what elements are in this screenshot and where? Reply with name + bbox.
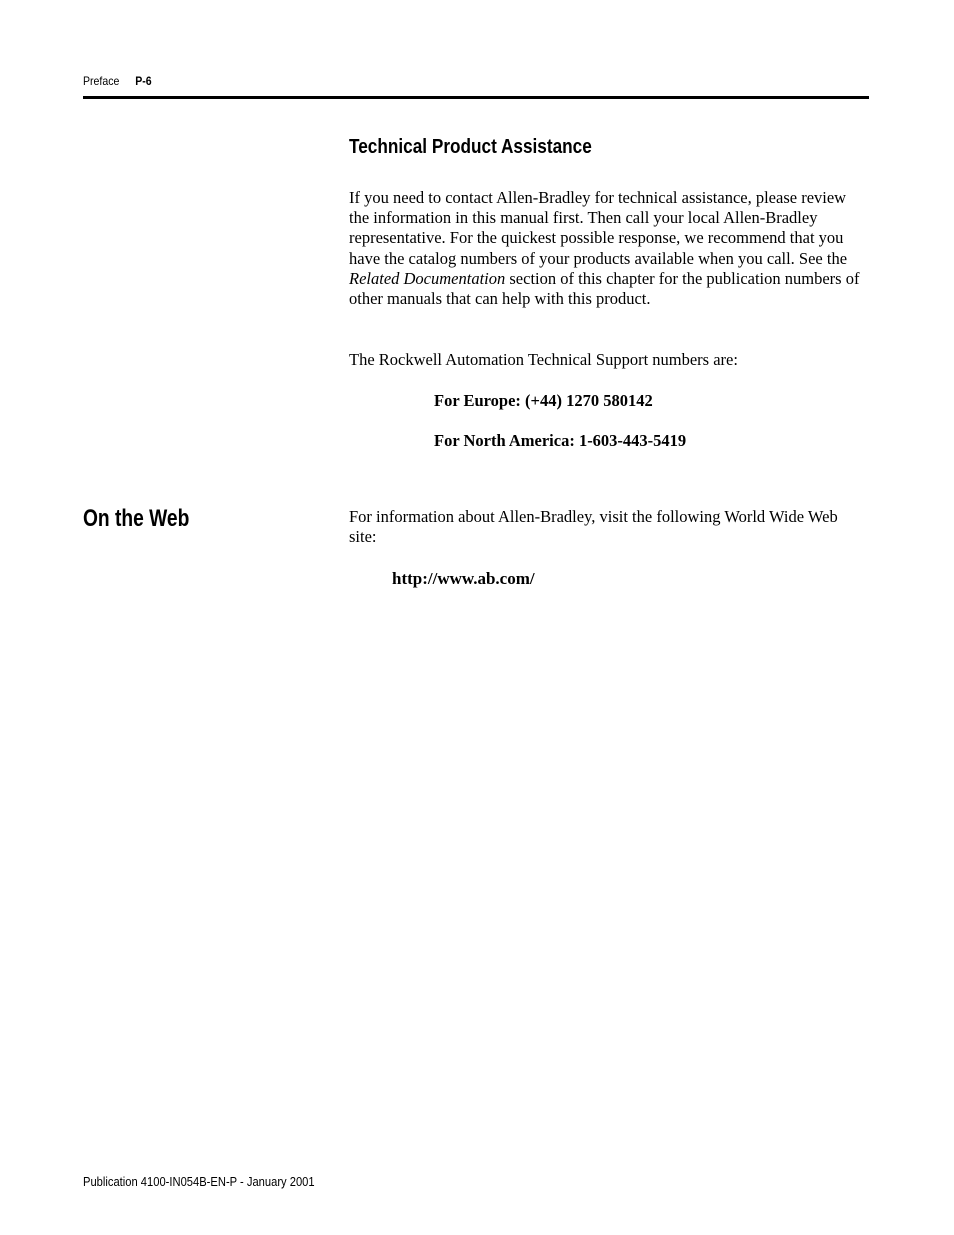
paragraph-text-start: If you need to contact Allen-Bradley for technical assistance, please review the information in this manual first. Then call your local Allen-Bradley representative. For the quickest possible response, we recommend that you have the catalog numbers of your products available when you call. See the: [349, 188, 848, 268]
phone-north-america: For North America: 1-603-443-5419: [434, 431, 687, 450]
paragraph-text-end: section of this chapter for the publication numbers of other manuals that can help with this product.: [349, 268, 860, 309]
header-section-label: Preface: [83, 74, 120, 88]
header-rule: [83, 96, 869, 99]
section-title-technical-assistance: Technical Product Assistance: [349, 136, 592, 158]
related-documentation-reference: Related Documentation: [349, 268, 506, 288]
web-site-link[interactable]: http://www.ab.com/: [392, 569, 535, 588]
header-page-number: P-6: [135, 74, 152, 88]
section-heading-on-the-web: On the Web: [83, 505, 190, 532]
web-info-paragraph: For information about Allen-Bradley, visit the following World Wide Web site:: [349, 507, 838, 547]
phone-europe: For Europe: (+44) 1270 580142: [434, 391, 653, 410]
support-numbers-intro: The Rockwell Automation Technical Support numbers are:: [349, 350, 738, 369]
publication-footer: Publication 4100-IN054B-EN-P - January 2001: [83, 1174, 315, 1189]
technical-assistance-paragraph: [349, 188, 861, 309]
page-header: [83, 73, 152, 89]
